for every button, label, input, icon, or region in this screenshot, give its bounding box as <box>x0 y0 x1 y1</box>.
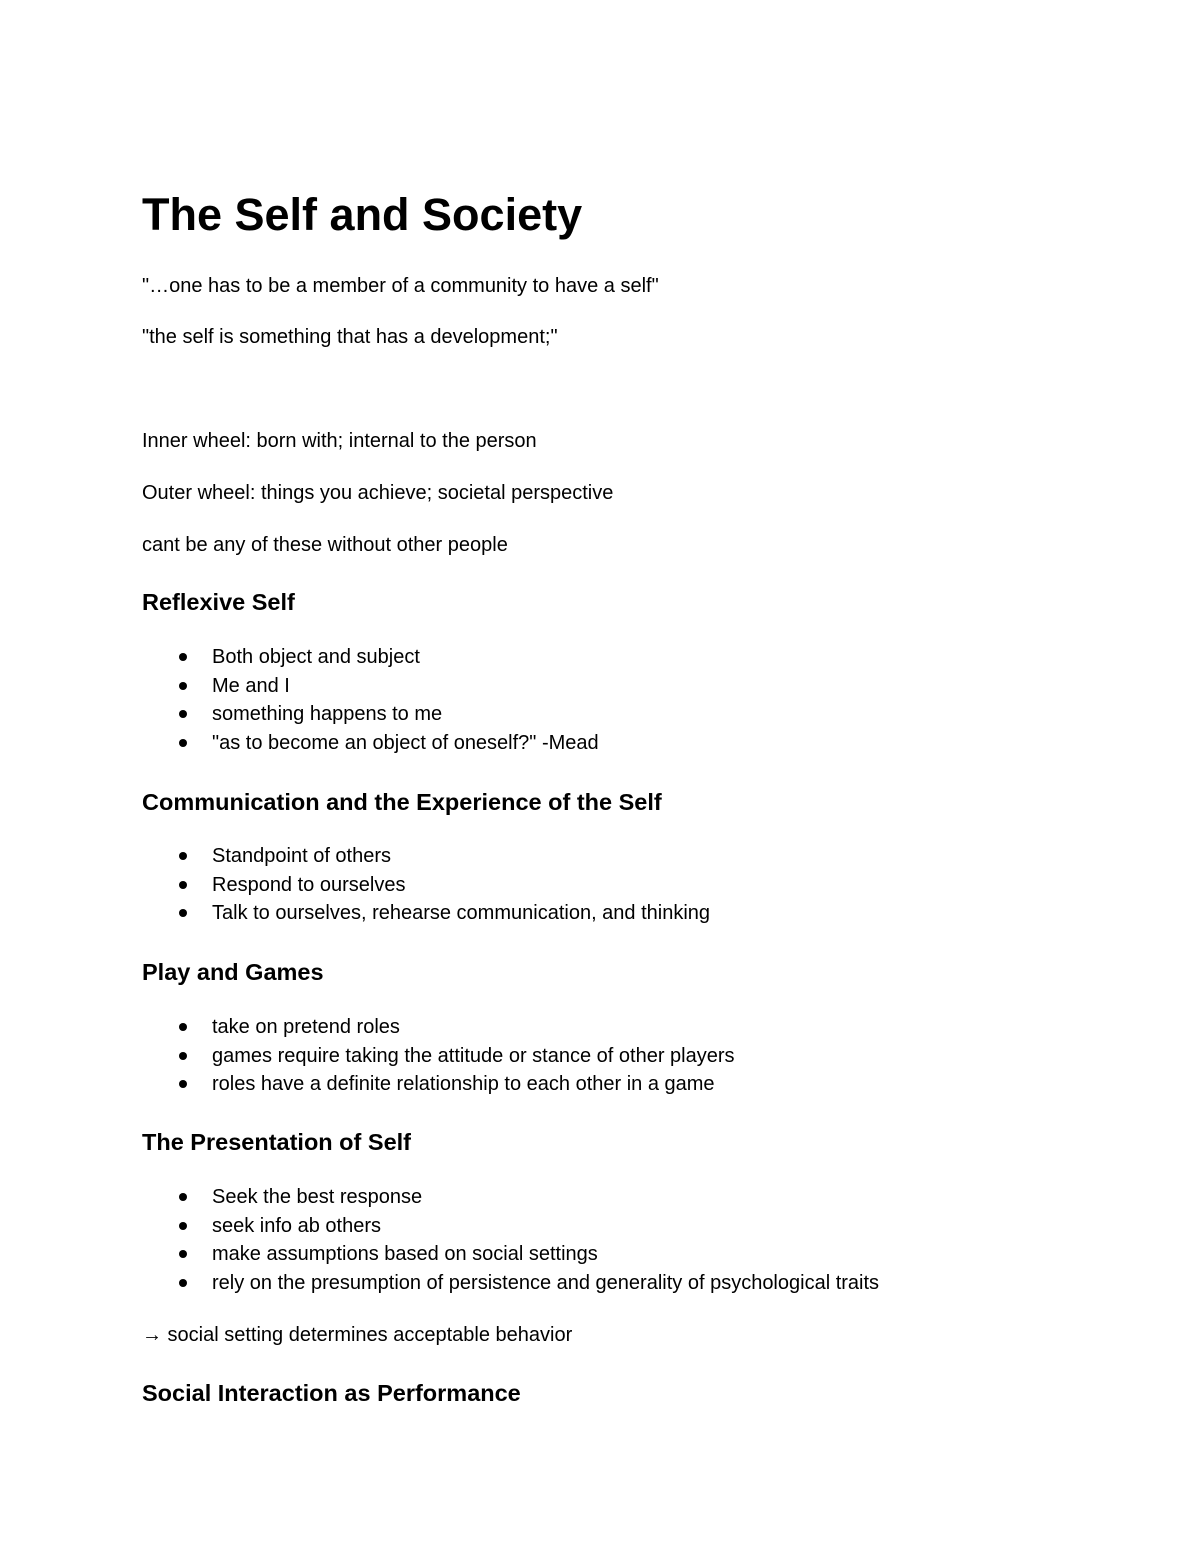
list-item: something happens to me <box>142 700 599 729</box>
heading-presentation-of-self: The Presentation of Self <box>142 1129 411 1155</box>
bullet-icon <box>179 1023 187 1031</box>
outer-wheel-note: Outer wheel: things you achieve; societal perspective <box>142 482 614 504</box>
bullet-icon <box>179 1250 187 1258</box>
bullet-icon <box>179 881 187 889</box>
inner-wheel-note: Inner wheel: born with; internal to the person <box>142 430 537 452</box>
list-item: rely on the presumption of persistence and generality of psychological traits <box>142 1269 879 1298</box>
list-item: make assumptions based on social settings <box>142 1240 879 1269</box>
page-title: The Self and Society <box>142 189 583 240</box>
bullet-icon <box>179 1193 187 1201</box>
heading-reflexive-self: Reflexive Self <box>142 589 295 615</box>
bullet-icon <box>179 1279 187 1287</box>
list-item: Both object and subject <box>142 643 599 672</box>
list-item: Seek the best response <box>142 1183 879 1212</box>
bullet-icon <box>179 653 187 661</box>
bullet-icon <box>179 710 187 718</box>
bullet-icon <box>179 682 187 690</box>
quote-development: "the self is something that has a development;" <box>142 326 558 348</box>
other-people-note: cant be any of these without other people <box>142 534 508 556</box>
heading-play-and-games: Play and Games <box>142 959 324 985</box>
list-play-and-games <box>142 1013 735 1099</box>
heading-social-interaction: Social Interaction as Performance <box>142 1380 521 1406</box>
list-item: take on pretend roles <box>142 1013 735 1042</box>
list-item: games require taking the attitude or stance of other players <box>142 1042 735 1071</box>
quote-community: "…one has to be a member of a community to have a self" <box>142 275 659 297</box>
list-reflexive-self <box>142 643 599 757</box>
bullet-icon <box>179 852 187 860</box>
list-item: Respond to ourselves <box>142 871 710 900</box>
list-communication <box>142 842 710 928</box>
list-item: "as to become an object of oneself?" -Mead <box>142 729 599 758</box>
list-item: roles have a definite relationship to each other in a game <box>142 1070 735 1099</box>
bullet-icon <box>179 739 187 747</box>
list-item: Me and I <box>142 672 599 701</box>
list-item: seek info ab others <box>142 1212 879 1241</box>
list-item: Standpoint of others <box>142 842 710 871</box>
list-presentation-of-self <box>142 1183 879 1297</box>
bullet-icon <box>179 909 187 917</box>
bullet-icon <box>179 1080 187 1088</box>
list-item: Talk to ourselves, rehearse communication, and thinking <box>142 899 710 928</box>
bullet-icon <box>179 1052 187 1060</box>
heading-communication: Communication and the Experience of the Self <box>142 789 662 815</box>
conclusion-note: → social setting determines acceptable behavior <box>142 1324 573 1346</box>
bullet-icon <box>179 1222 187 1230</box>
